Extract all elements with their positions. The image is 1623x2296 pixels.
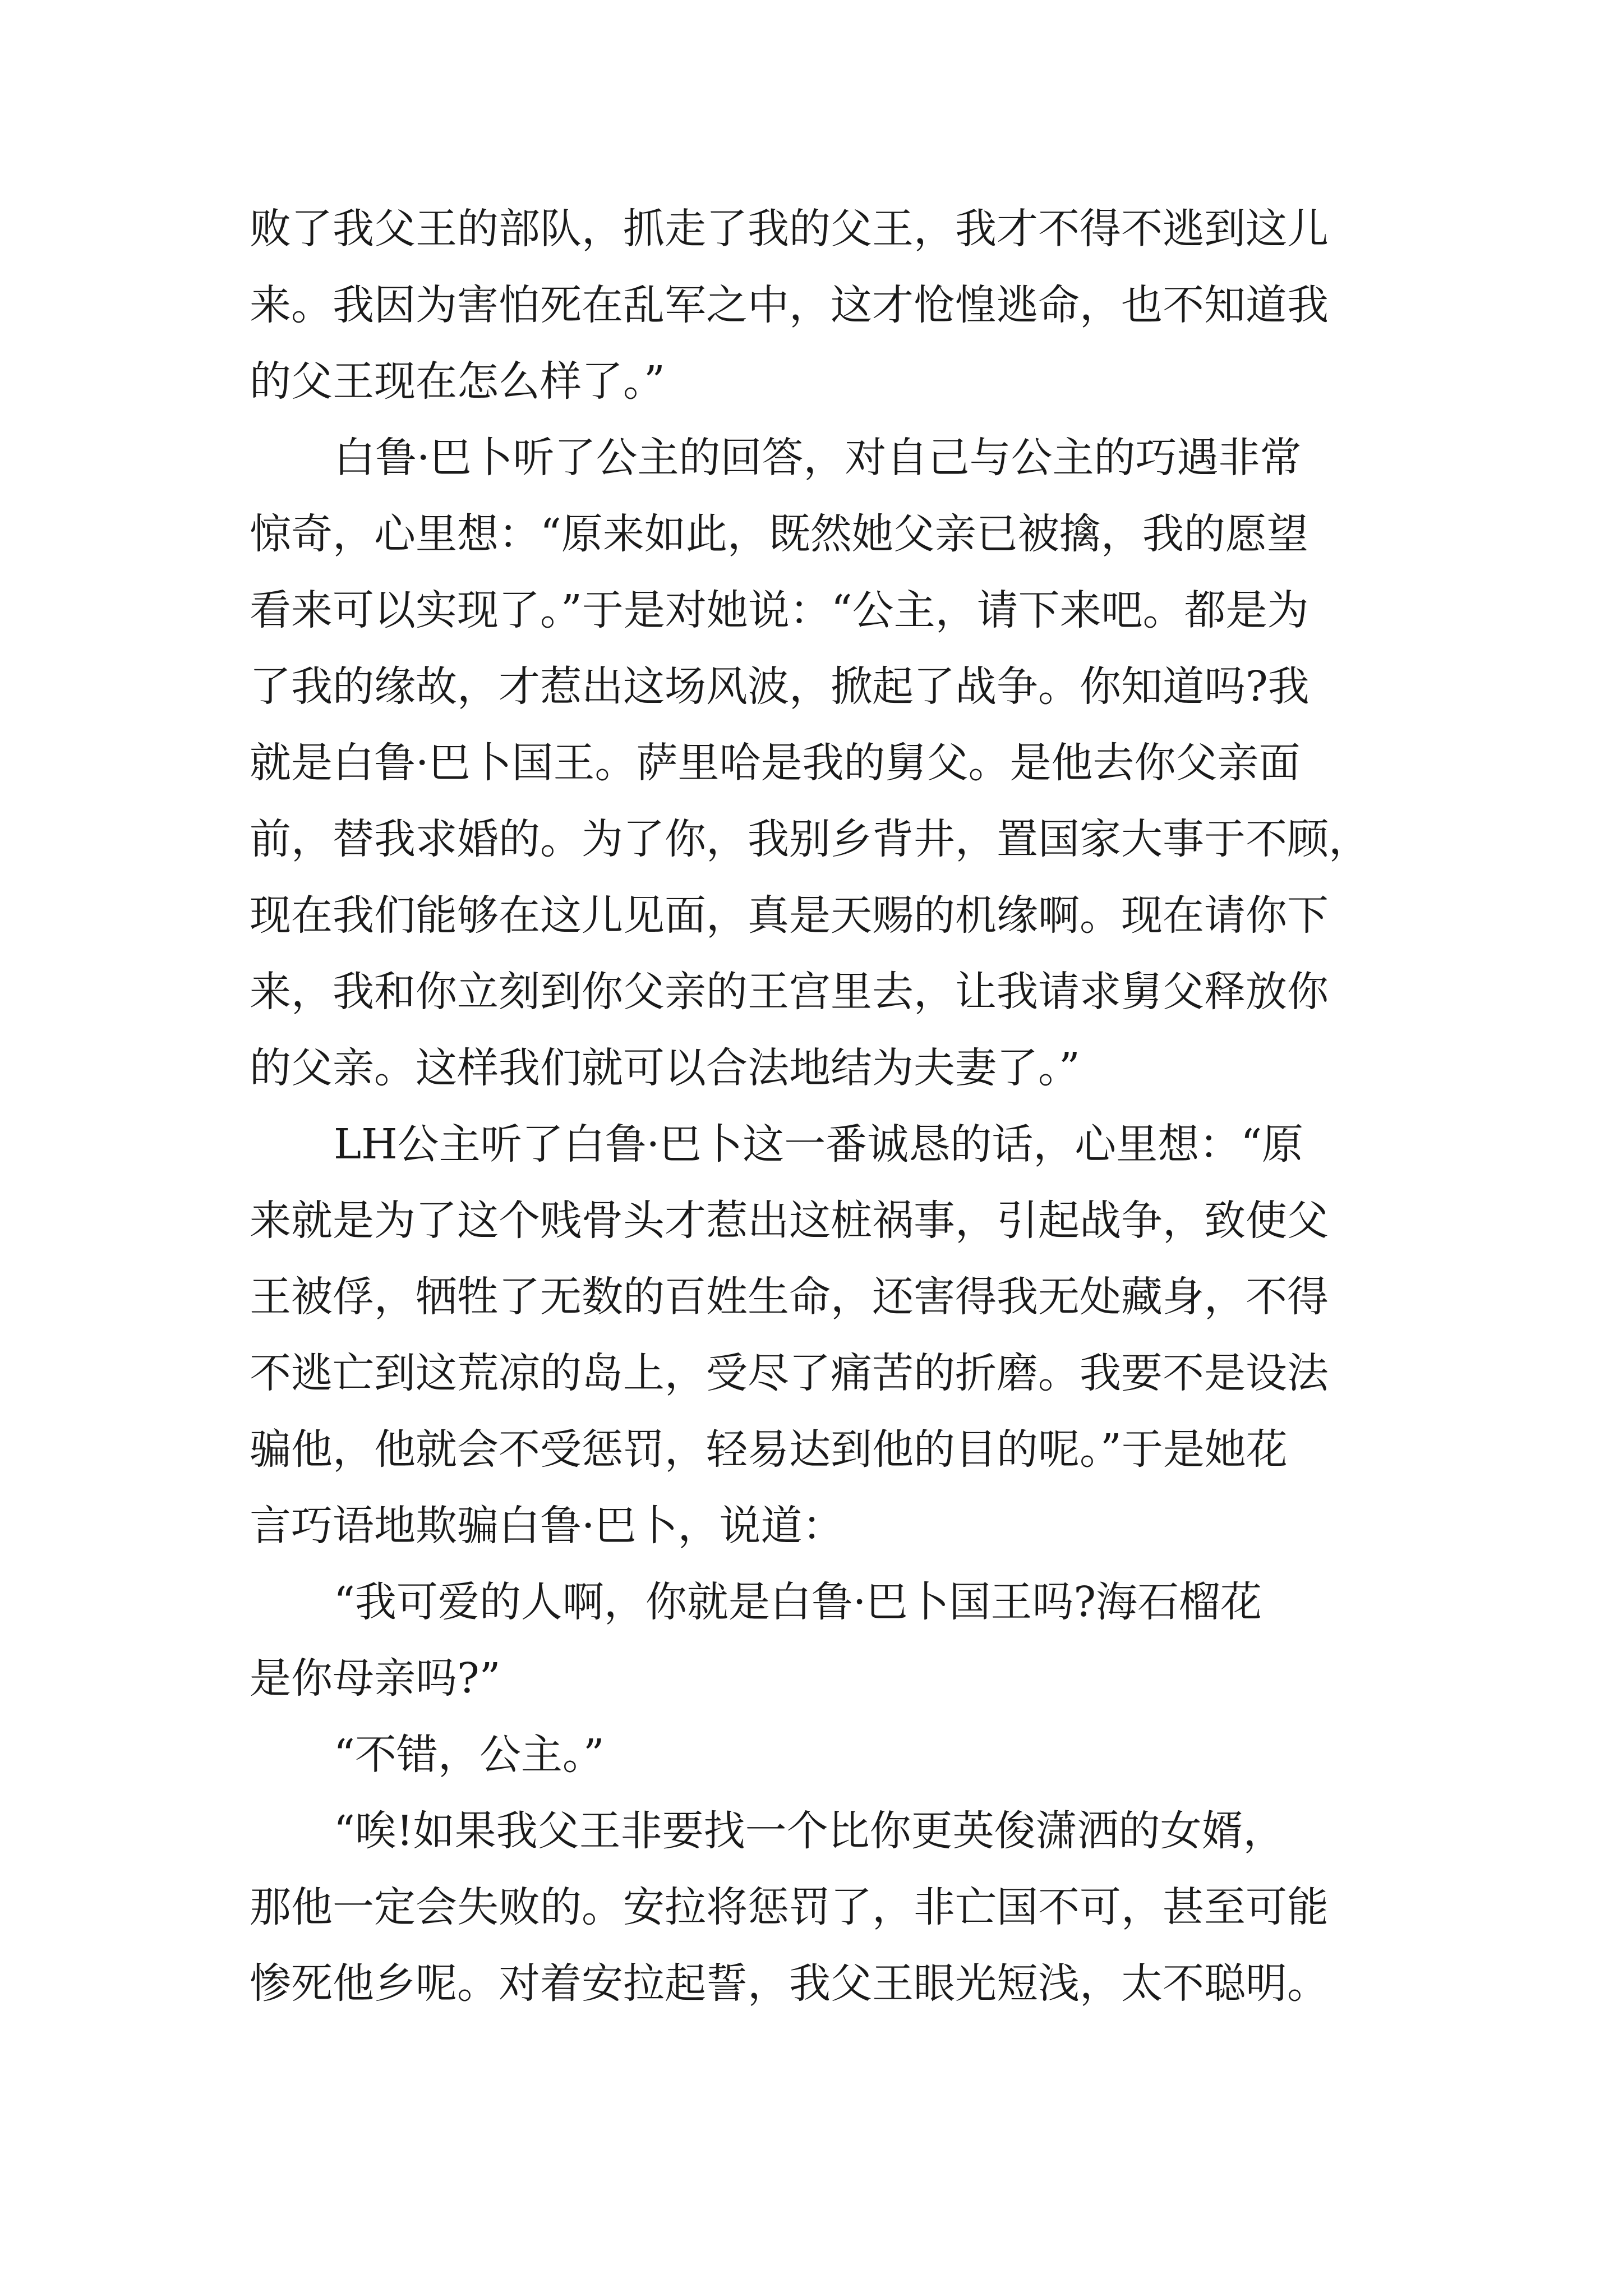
text-line: “唉!如果我父王非要找一个比你更英俊潇洒的女婿， — [334, 1807, 1285, 1855]
body-text — [250, 191, 1399, 2022]
text-line: 败了我父王的部队，抓走了我的父王，我才不得不逃到这儿 — [250, 205, 1329, 253]
text-line: 的父王现在怎么样了。” — [250, 357, 665, 406]
text-line: 惨死他乡呢。对着安拉起誓，我父王眼光短浅，太不聪明。 — [250, 1959, 1329, 2008]
text-line: 白鲁·巴卜听了公主的回答，对自己与公主的巧遇非常 — [334, 434, 1302, 482]
text-line: LH公主听了白鲁·巴卜这一番诚恳的话，心里想：“原 — [334, 1120, 1304, 1168]
text-line: 看来可以实现了。”于是对她说：“公主，请下来吧。都是为 — [250, 586, 1309, 634]
text-line: 的父亲。这样我们就可以合法地结为夫妻了。” — [250, 1044, 1080, 1092]
text-line: “我可爱的人啊，你就是白鲁·巴卜国王吗?海石榴花 — [334, 1578, 1262, 1626]
text-line: 来。我因为害怕死在乱军之中，这才怆惶逃命，也不知道我 — [250, 281, 1329, 329]
text-line: 前，替我求婚的。为了你，我别乡背井，置国家大事于不顾， — [250, 815, 1370, 863]
text-line: 不逃亡到这荒凉的岛上，受尽了痛苦的折磨。我要不是设法 — [250, 1349, 1329, 1397]
text-line: “不错，公主。” — [334, 1731, 605, 1779]
text-line: 惊奇，心里想：“原来如此，既然她父亲已被擒，我的愿望 — [250, 510, 1308, 558]
text-line: 现在我们能够在这儿见面，真是天赐的机缘啊。现在请你下 — [250, 891, 1329, 940]
text-line: 王被俘，牺牲了无数的百姓生命，还害得我无处藏身，不得 — [250, 1273, 1329, 1321]
text-line: 言巧语地欺骗白鲁·巴卜，说道： — [250, 1502, 844, 1550]
text-line: 来，我和你立刻到你父亲的王宫里去，让我请求舅父释放你 — [250, 968, 1329, 1016]
text-line: 来就是为了这个贱骨头才惹出这桩祸事，引起战争，致使父 — [250, 1197, 1329, 1245]
text-line: 就是白鲁·巴卜国王。萨里哈是我的舅父。是他去你父亲面 — [250, 739, 1301, 787]
text-line: 那他一定会失败的。安拉将惩罚了，非亡国不可，甚至可能 — [250, 1883, 1329, 1931]
text-line: 骗他，他就会不受惩罚，轻易达到他的目的呢。”于是她花 — [250, 1425, 1288, 1474]
text-line: 了我的缘故，才惹出这场风波，掀起了战争。你知道吗?我 — [250, 662, 1310, 711]
text-line: 是你母亲吗?” — [250, 1654, 501, 1703]
